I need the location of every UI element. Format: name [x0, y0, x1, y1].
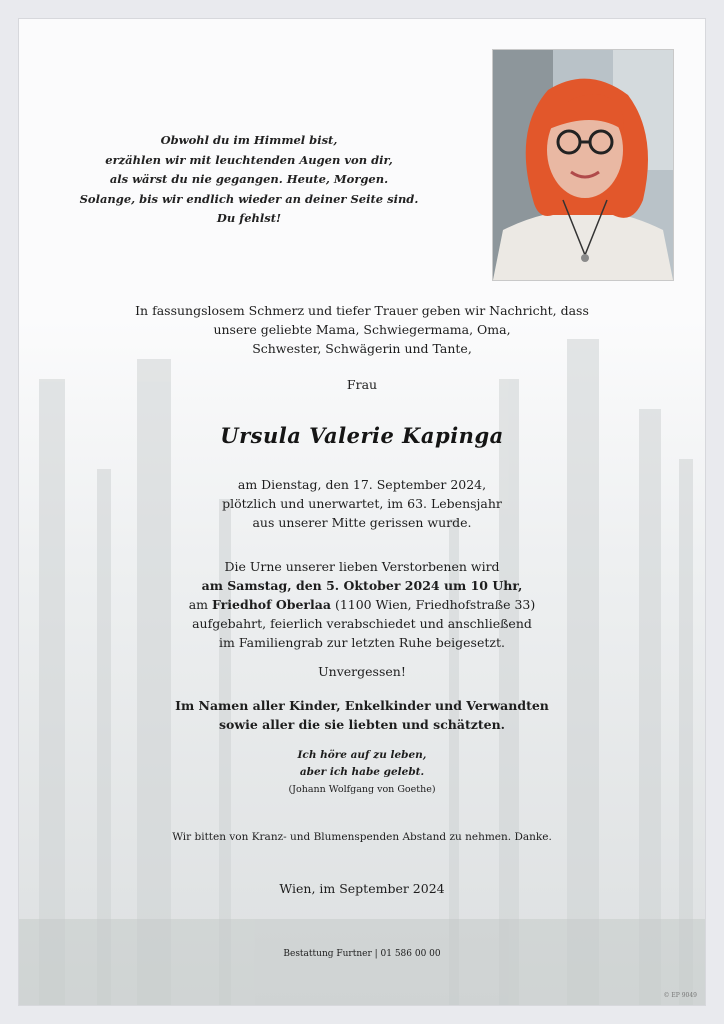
- poem-line: Obwohl du im Himmel bist,: [160, 133, 338, 147]
- family-signature: [19, 696, 705, 734]
- announcement-line: Schwester, Schwägerin und Tante,: [252, 341, 472, 356]
- funeral-location: [19, 595, 705, 614]
- poem-line: Du fehlst!: [216, 211, 282, 225]
- poem-line: als wärst du nie gegangen. Heute, Morgen.: [109, 172, 389, 186]
- funeral-address: (1100 Wien, Friedhofstraße 33): [330, 597, 536, 612]
- unforgotten: Unvergessen!: [318, 664, 406, 679]
- funeral-details: [19, 557, 705, 652]
- poem-line: Solange, bis wir endlich wieder an deiner Seite sind.: [79, 191, 419, 206]
- announcement: [19, 301, 705, 358]
- funeral-line: Die Urne unserer lieben Verstorbenen wird: [224, 559, 500, 574]
- funeral-line: im Familiengrab zur letzten Ruhe beigesetzt.: [219, 635, 505, 650]
- death-line: aus unserer Mitte gerissen wurde.: [252, 515, 472, 530]
- family-line: sowie aller die sie liebten und schätzten.: [218, 717, 506, 732]
- poem: [59, 131, 439, 229]
- death-line: plötzlich und unerwartet, im 63. Lebensjahr: [222, 496, 502, 511]
- salutation: Frau: [346, 377, 378, 392]
- portrait-photo: [492, 49, 674, 281]
- death-details: [19, 475, 705, 532]
- quote-author: (Johann Wolfgang von Goethe): [288, 784, 436, 795]
- deceased-name: Ursula Valerie Kapinga: [220, 423, 504, 448]
- obituary-sheet: [18, 18, 706, 1006]
- announcement-line: unsere geliebte Mama, Schwiegermama, Oma,: [213, 322, 511, 337]
- quote: [19, 747, 705, 798]
- place-date: Wien, im September 2024: [279, 881, 445, 896]
- funeral-location-prefix: am: [188, 597, 213, 612]
- funeral-line: aufgebahrt, feierlich verabschiedet und anschließend: [192, 616, 532, 631]
- quote-line: aber ich habe gelebt.: [299, 766, 425, 778]
- donation-note: Wir bitten von Kranz- und Blumenspenden Abstand zu nehmen. Danke.: [172, 831, 552, 843]
- undertaker-info: Bestattung Furtner | 01 586 00 00: [283, 949, 441, 959]
- print-code: © EP 9049: [663, 992, 697, 999]
- announcement-line: In fassungslosem Schmerz und tiefer Trauer geben wir Nachricht, dass: [135, 303, 589, 318]
- quote-line: Ich höre auf zu leben,: [297, 749, 427, 761]
- family-line: Im Namen aller Kinder, Enkelkinder und Verwandten: [175, 698, 549, 713]
- funeral-date: am Samstag, den 5. Oktober 2024 um 10 Uhr,: [201, 578, 523, 593]
- poem-line: erzählen wir mit leuchtenden Augen von dir,: [105, 152, 393, 167]
- cemetery-name: Friedhof Oberlaa: [212, 597, 331, 612]
- death-line: am Dienstag, den 17. September 2024,: [237, 477, 487, 492]
